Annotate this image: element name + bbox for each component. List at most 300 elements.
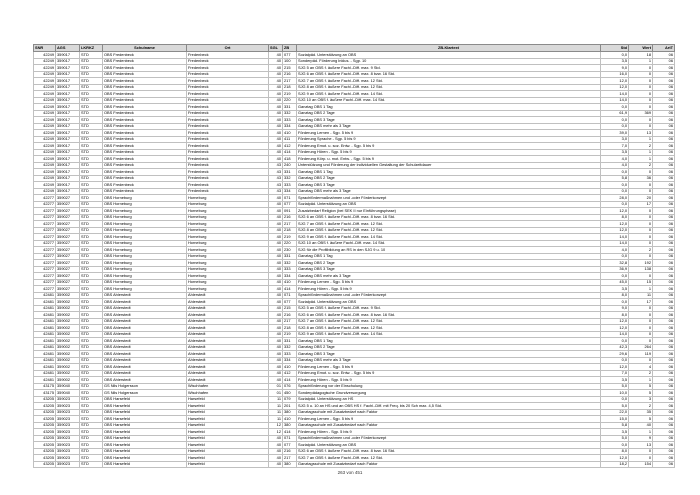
cell-ort: Harsefeld: [187, 455, 269, 462]
cell-zb-klartext: Ganztag OBS 3 Tage: [297, 117, 601, 124]
cell-ags: 359027: [56, 260, 80, 267]
cell-ags: 359023: [56, 429, 80, 436]
cell-snr: 42481: [34, 344, 56, 351]
cell-zb: 220: [283, 240, 297, 247]
cell-sgl: 40: [269, 364, 283, 371]
cell-zb-klartext: Förderung Hören - Sgp. 5 bis 9: [297, 286, 601, 293]
cell-zb: 331: [283, 253, 297, 260]
cell-std: 61,9: [601, 110, 629, 117]
cell-zb: 332: [283, 110, 297, 117]
cell-schulname: OBS Fredenbeck: [103, 182, 187, 189]
cell-ags: 359027: [56, 227, 80, 234]
cell-wert: 17: [629, 201, 653, 208]
cell-artt: 06: [653, 377, 675, 384]
cell-lkrkz: STD: [80, 461, 103, 468]
cell-wert: 1: [629, 429, 653, 436]
cell-ort: Horneburg: [187, 195, 269, 202]
cell-zb: 071: [283, 195, 297, 202]
cell-artt: 06: [653, 169, 675, 176]
cell-zb: 418: [283, 156, 297, 163]
cell-snr: 42249: [34, 149, 56, 156]
cell-sgl: 40: [269, 305, 283, 312]
cell-wert: 0: [629, 104, 653, 111]
cell-wert: 1: [629, 286, 653, 293]
cell-zb-klartext: Ganztagsschule mit Zusatzbedarf nach Faktor: [297, 409, 601, 416]
cell-std: 0,0: [601, 117, 629, 124]
cell-lkrkz: STD: [80, 383, 103, 390]
column-header-lkrkz: LKRKZ: [80, 45, 103, 52]
cell-ags: 359017: [56, 143, 80, 150]
cell-std: 5,0: [601, 383, 629, 390]
cell-sgl: 40: [269, 351, 283, 358]
cell-std: 29,6: [601, 351, 629, 358]
cell-snr: 42249: [34, 104, 56, 111]
cell-lkrkz: STD: [80, 104, 103, 111]
column-header-ags: AGS: [56, 45, 80, 52]
cell-snr: 42249: [34, 169, 56, 176]
cell-sgl: 40: [269, 130, 283, 137]
cell-ort: Horneburg: [187, 266, 269, 273]
cell-schulname: OBS Harsefeld: [103, 448, 187, 455]
cell-lkrkz: STD: [80, 162, 103, 169]
cell-std: 32,8: [601, 260, 629, 267]
cell-sgl: 40: [269, 370, 283, 377]
cell-wert: 5: [629, 416, 653, 423]
cell-schulname: OBS Fredenbeck: [103, 149, 187, 156]
cell-zb-klartext: Ganztag OBS 2 Tage: [297, 110, 601, 117]
cell-ags: 359017: [56, 136, 80, 143]
cell-zb-klartext: Ganztag OBS 1 Tag: [297, 338, 601, 345]
cell-ort: Horneburg: [187, 201, 269, 208]
cell-lkrkz: STD: [80, 84, 103, 91]
cell-ort: Fredenbeck: [187, 182, 269, 189]
cell-schulname: OBS Horneburg: [103, 266, 187, 273]
cell-artt: 06: [653, 234, 675, 241]
cell-sgl: 40: [269, 344, 283, 351]
cell-snr: 42249: [34, 175, 56, 182]
cell-wert: 0: [629, 182, 653, 189]
cell-snr: 42249: [34, 78, 56, 85]
cell-std: 3,5: [601, 58, 629, 65]
cell-sgl: 40: [269, 58, 283, 65]
cell-wert: 0: [629, 123, 653, 130]
cell-artt: 06: [653, 351, 675, 358]
cell-lkrkz: STD: [80, 299, 103, 306]
table-header-row: [34, 45, 675, 52]
cell-ort: Harsefeld: [187, 416, 269, 423]
cell-sgl: 40: [269, 195, 283, 202]
cell-wert: 0: [629, 84, 653, 91]
cell-sgl: 11: [269, 403, 283, 410]
cell-std: 5,0: [601, 403, 629, 410]
cell-lkrkz: STD: [80, 136, 103, 143]
cell-lkrkz: STD: [80, 344, 103, 351]
cell-ags: 359017: [56, 97, 80, 104]
cell-ort: Fredenbeck: [187, 84, 269, 91]
cell-zb-klartext: Sprachfördermaßnahmen und -oder Förderkonzept: [297, 292, 601, 299]
cell-schulname: OBS Ahlerstedt: [103, 377, 187, 384]
cell-snr: 43205: [34, 409, 56, 416]
cell-zb: 217: [283, 221, 297, 228]
cell-std: 0,0: [601, 52, 629, 59]
cell-sgl: 40: [269, 52, 283, 59]
cell-wert: 13: [629, 130, 653, 137]
cell-artt: 06: [653, 461, 675, 468]
cell-snr: 42249: [34, 130, 56, 137]
cell-zb-klartext: Förderung Lernen - Sgp. 5 bis 9: [297, 364, 601, 371]
cell-snr: 42277: [34, 208, 56, 215]
cell-ags: 359023: [56, 435, 80, 442]
cell-artt: 06: [653, 318, 675, 325]
cell-schulname: OBS Harsefeld: [103, 409, 187, 416]
cell-lkrkz: STD: [80, 188, 103, 195]
cell-wert: 0: [629, 273, 653, 280]
cell-wert: 0: [629, 240, 653, 247]
cell-ort: Harsefeld: [187, 396, 269, 403]
cell-snr: 42277: [34, 253, 56, 260]
cell-std: 5,8: [601, 422, 629, 429]
cell-zb-klartext: Sozialpäd. Unterstützung an OBS: [297, 299, 601, 306]
cell-std: 0,0: [601, 123, 629, 130]
cell-lkrkz: STD: [80, 201, 103, 208]
cell-schulname: GS Nils Holgersson: [103, 390, 187, 397]
cell-wert: 0: [629, 448, 653, 455]
cell-snr: 42481: [34, 370, 56, 377]
cell-schulname: OBS Horneburg: [103, 273, 187, 280]
cell-ort: Fredenbeck: [187, 78, 269, 85]
cell-ort: Fredenbeck: [187, 130, 269, 137]
cell-snr: 42277: [34, 260, 56, 267]
cell-wert: 0: [629, 318, 653, 325]
cell-std: 12,0: [601, 318, 629, 325]
cell-std: 4,0: [601, 162, 629, 169]
cell-lkrkz: STD: [80, 58, 103, 65]
cell-lkrkz: STD: [80, 442, 103, 449]
cell-lkrkz: STD: [80, 227, 103, 234]
cell-zb-klartext: Sozialpäd. Unterstützung an HS: [297, 396, 601, 403]
cell-std: 12,0: [601, 325, 629, 332]
cell-wert: 2: [629, 403, 653, 410]
cell-zb: 219: [283, 234, 297, 241]
cell-artt: 06: [653, 429, 675, 436]
cell-zb-klartext: Unterstützung und Förderung der individuellen Gestaltung der Schulzeitdauer: [297, 162, 601, 169]
column-header-wert: Wert: [629, 45, 653, 52]
cell-snr: 42277: [34, 273, 56, 280]
cell-zb-klartext: Ganztag OBS 1 Tag: [297, 253, 601, 260]
cell-wert: 0: [629, 312, 653, 319]
cell-ort: Harsefeld: [187, 403, 269, 410]
cell-lkrkz: STD: [80, 234, 103, 241]
cell-std: 12,0: [601, 221, 629, 228]
cell-zb: 410: [283, 416, 297, 423]
cell-lkrkz: STD: [80, 247, 103, 254]
cell-std: 0,0: [601, 442, 629, 449]
cell-artt: 06: [653, 65, 675, 72]
cell-schulname: OBS Ahlerstedt: [103, 325, 187, 332]
cell-ort: Harsefeld: [187, 448, 269, 455]
cell-snr: 42481: [34, 325, 56, 332]
cell-zb: 077: [283, 442, 297, 449]
cell-zb-klartext: Förderung Lernen - Sgp. 5 bis 9: [297, 416, 601, 423]
cell-schulname: OBS Fredenbeck: [103, 110, 187, 117]
cell-snr: 42249: [34, 91, 56, 98]
cell-ags: 359027: [56, 273, 80, 280]
cell-schulname: OBS Fredenbeck: [103, 156, 187, 163]
cell-ags: 359027: [56, 286, 80, 293]
cell-lkrkz: STD: [80, 175, 103, 182]
cell-lkrkz: STD: [80, 130, 103, 137]
cell-std: 22,0: [601, 409, 629, 416]
cell-artt: 06: [653, 357, 675, 364]
cell-sgl: 40: [269, 91, 283, 98]
cell-zb: 380: [283, 409, 297, 416]
cell-sgl: 40: [269, 221, 283, 228]
cell-lkrkz: STD: [80, 279, 103, 286]
cell-sgl: 01: [269, 390, 283, 397]
cell-snr: 42277: [34, 247, 56, 254]
cell-zb: 216: [283, 448, 297, 455]
cell-artt: 06: [653, 91, 675, 98]
cell-ort: Horneburg: [187, 214, 269, 221]
cell-lkrkz: STD: [80, 390, 103, 397]
cell-wert: 0: [629, 234, 653, 241]
cell-snr: 42249: [34, 117, 56, 124]
cell-sgl: 40: [269, 240, 283, 247]
cell-zb-klartext: Ganztag OBS mehr als 3 Tage: [297, 123, 601, 130]
cell-snr: 42481: [34, 305, 56, 312]
cell-ort: Horneburg: [187, 279, 269, 286]
cell-schulname: OBS Horneburg: [103, 279, 187, 286]
cell-schulname: OBS Fredenbeck: [103, 97, 187, 104]
cell-wert: 0: [629, 117, 653, 124]
column-header-schulname: Schulname: [103, 45, 187, 52]
cell-schulname: OBS Fredenbeck: [103, 71, 187, 78]
cell-zb: 333: [283, 182, 297, 189]
table-body: [34, 52, 675, 468]
cell-ags: 359023: [56, 403, 80, 410]
cell-ags: 359017: [56, 104, 80, 111]
cell-ort: Fredenbeck: [187, 169, 269, 176]
cell-zb: 334: [283, 188, 297, 195]
cell-lkrkz: STD: [80, 273, 103, 280]
cell-ags: 359017: [56, 156, 80, 163]
cell-snr: 42481: [34, 364, 56, 371]
cell-ort: Ahlerstedt: [187, 364, 269, 371]
cell-ags: 359017: [56, 117, 80, 124]
cell-ort: Fredenbeck: [187, 156, 269, 163]
cell-std: 14,0: [601, 91, 629, 98]
cell-lkrkz: STD: [80, 403, 103, 410]
cell-zb: 079: [283, 396, 297, 403]
cell-ort: Fredenbeck: [187, 91, 269, 98]
cell-schulname: OBS Horneburg: [103, 214, 187, 221]
cell-std: 14,0: [601, 234, 629, 241]
cell-zb-klartext: SJG 10 an OBS f. äußere Fachl.-Diff. max. 14 Std.: [297, 97, 601, 104]
cell-zb-klartext: SJG 8 an OBS f. äußere Fachl.-Diff. max. 12 Std.: [297, 84, 601, 91]
column-header-std: Std: [601, 45, 629, 52]
cell-std: 0,0: [601, 357, 629, 364]
cell-zb: 215: [283, 305, 297, 312]
column-header-zb: ZB: [283, 45, 297, 52]
cell-ags: 359023: [56, 461, 80, 468]
cell-zb: 333: [283, 266, 297, 273]
cell-schulname: OBS Harsefeld: [103, 422, 187, 429]
cell-ags: 359027: [56, 234, 80, 241]
cell-ags: 359017: [56, 169, 80, 176]
cell-wert: 0: [629, 208, 653, 215]
cell-schulname: OBS Fredenbeck: [103, 78, 187, 85]
cell-lkrkz: STD: [80, 208, 103, 215]
cell-zb-klartext: SJG 7 an OBS f. äußere Fachl.-Diff. max. 12 Std.: [297, 78, 601, 85]
cell-snr: 42249: [34, 71, 56, 78]
cell-ags: 359002: [56, 299, 80, 306]
cell-zb: 071: [283, 435, 297, 442]
cell-sgl: 40: [269, 442, 283, 449]
cell-sgl: 11: [269, 396, 283, 403]
cell-lkrkz: STD: [80, 351, 103, 358]
cell-snr: 43205: [34, 461, 56, 468]
cell-sgl: 12: [269, 422, 283, 429]
cell-wert: 0: [629, 169, 653, 176]
cell-zb: 218: [283, 227, 297, 234]
cell-ort: Fredenbeck: [187, 162, 269, 169]
cell-ags: 359023: [56, 448, 80, 455]
cell-lkrkz: STD: [80, 357, 103, 364]
cell-std: 0,0: [601, 299, 629, 306]
cell-lkrkz: STD: [80, 377, 103, 384]
cell-artt: 06: [653, 266, 675, 273]
cell-snr: 42249: [34, 52, 56, 59]
cell-std: 36,9: [601, 266, 629, 273]
cell-ags: 359027: [56, 195, 80, 202]
cell-wert: 1: [629, 377, 653, 384]
cell-snr: 42249: [34, 136, 56, 143]
cell-schulname: OBS Harsefeld: [103, 435, 187, 442]
cell-artt: 06: [653, 253, 675, 260]
cell-zb-klartext: Ganztag OBS 1 Tag: [297, 169, 601, 176]
cell-ort: Ahlerstedt: [187, 357, 269, 364]
cell-snr: 42277: [34, 286, 56, 293]
cell-std: 28,0: [601, 195, 629, 202]
cell-snr: 43175: [34, 390, 56, 397]
cell-artt: 06: [653, 221, 675, 228]
cell-schulname: OBS Horneburg: [103, 247, 187, 254]
cell-sgl: 40: [269, 84, 283, 91]
cell-zb-klartext: SJG 7 an OBS f. äußere Fachl.-Diff. max. 12 Std.: [297, 455, 601, 462]
cell-schulname: OBS Fredenbeck: [103, 117, 187, 124]
cell-ort: Fredenbeck: [187, 65, 269, 72]
cell-lkrkz: STD: [80, 214, 103, 221]
cell-lkrkz: STD: [80, 52, 103, 59]
cell-lkrkz: STD: [80, 65, 103, 72]
cell-zb-klartext: Ganztag OBS 2 Tage: [297, 344, 601, 351]
cell-schulname: OBS Horneburg: [103, 260, 187, 267]
cell-lkrkz: STD: [80, 91, 103, 98]
cell-std: 3,5: [601, 377, 629, 384]
cell-sgl: 01: [269, 383, 283, 390]
cell-wert: 2: [629, 143, 653, 150]
cell-zb-klartext: SJG 8 an OBS f. äußere Fachl.-Diff. max. 12 Std.: [297, 227, 601, 234]
cell-sgl: 40: [269, 208, 283, 215]
cell-ort: Horneburg: [187, 221, 269, 228]
cell-zb: 414: [283, 377, 297, 384]
cell-sgl: 40: [269, 318, 283, 325]
cell-snr: 42481: [34, 312, 56, 319]
cell-zb: 414: [283, 286, 297, 293]
cell-lkrkz: STD: [80, 409, 103, 416]
cell-std: 12,0: [601, 208, 629, 215]
cell-schulname: OBS Harsefeld: [103, 442, 187, 449]
cell-schulname: OBS Ahlerstedt: [103, 338, 187, 345]
cell-artt: 06: [653, 104, 675, 111]
cell-ags: 359027: [56, 247, 80, 254]
cell-zb: 334: [283, 357, 297, 364]
cell-std: 14,0: [601, 331, 629, 338]
cell-ags: 359027: [56, 266, 80, 273]
cell-sgl: 40: [269, 117, 283, 124]
cell-sgl: 40: [269, 292, 283, 299]
cell-ort: Fredenbeck: [187, 143, 269, 150]
cell-wert: 0: [629, 78, 653, 85]
cell-std: 0,0: [601, 253, 629, 260]
cell-artt: 06: [653, 338, 675, 345]
cell-std: 14,0: [601, 97, 629, 104]
cell-artt: 06: [653, 78, 675, 85]
cell-ags: 359017: [56, 78, 80, 85]
cell-zb-klartext: SJG 9 an OBS f. äußere Fachl.-Diff. max. 14 Std.: [297, 234, 601, 241]
cell-ort: Horneburg: [187, 286, 269, 293]
cell-sgl: 40: [269, 455, 283, 462]
cell-std: 10,0: [601, 390, 629, 397]
cell-zb: 332: [283, 344, 297, 351]
cell-wert: 264: [629, 344, 653, 351]
cell-sgl: 40: [269, 448, 283, 455]
cell-artt: 06: [653, 84, 675, 91]
cell-std: 12,0: [601, 227, 629, 234]
cell-wert: 40: [629, 422, 653, 429]
cell-ags: 359027: [56, 279, 80, 286]
cell-ags: 359002: [56, 312, 80, 319]
cell-lkrkz: STD: [80, 78, 103, 85]
cell-zb: 240: [283, 162, 297, 169]
cell-ags: 359002: [56, 325, 80, 332]
cell-std: 0,0: [601, 169, 629, 176]
cell-zb-klartext: SJG 9 an OBS f. äußere Fachl.-Diff. max. 14 Std.: [297, 331, 601, 338]
cell-artt: 06: [653, 390, 675, 397]
cell-zb: 333: [283, 117, 297, 124]
cell-snr: 43205: [34, 422, 56, 429]
cell-zb: 333: [283, 351, 297, 358]
cell-zb-klartext: Ganztag OBS 1 Tag: [297, 104, 601, 111]
cell-sgl: 40: [269, 357, 283, 364]
cell-snr: 42277: [34, 240, 56, 247]
cell-schulname: OBS Fredenbeck: [103, 91, 187, 98]
cell-sgl: 43: [269, 169, 283, 176]
cell-artt: 06: [653, 149, 675, 156]
cell-artt: 06: [653, 195, 675, 202]
cell-zb: 331: [283, 338, 297, 345]
cell-zb-klartext: SJG 9 an OBS f. äußere Fachl.-Diff. max. 14 Std.: [297, 91, 601, 98]
cell-artt: 06: [653, 416, 675, 423]
cell-ags: 359002: [56, 364, 80, 371]
cell-artt: 06: [653, 58, 675, 65]
cell-snr: 42249: [34, 162, 56, 169]
cell-sgl: 40: [269, 123, 283, 130]
cell-zb-klartext: Ganztag OBS 3 Tage: [297, 266, 601, 273]
cell-wert: 17: [629, 299, 653, 306]
cell-ags: 359002: [56, 338, 80, 345]
cell-lkrkz: STD: [80, 97, 103, 104]
